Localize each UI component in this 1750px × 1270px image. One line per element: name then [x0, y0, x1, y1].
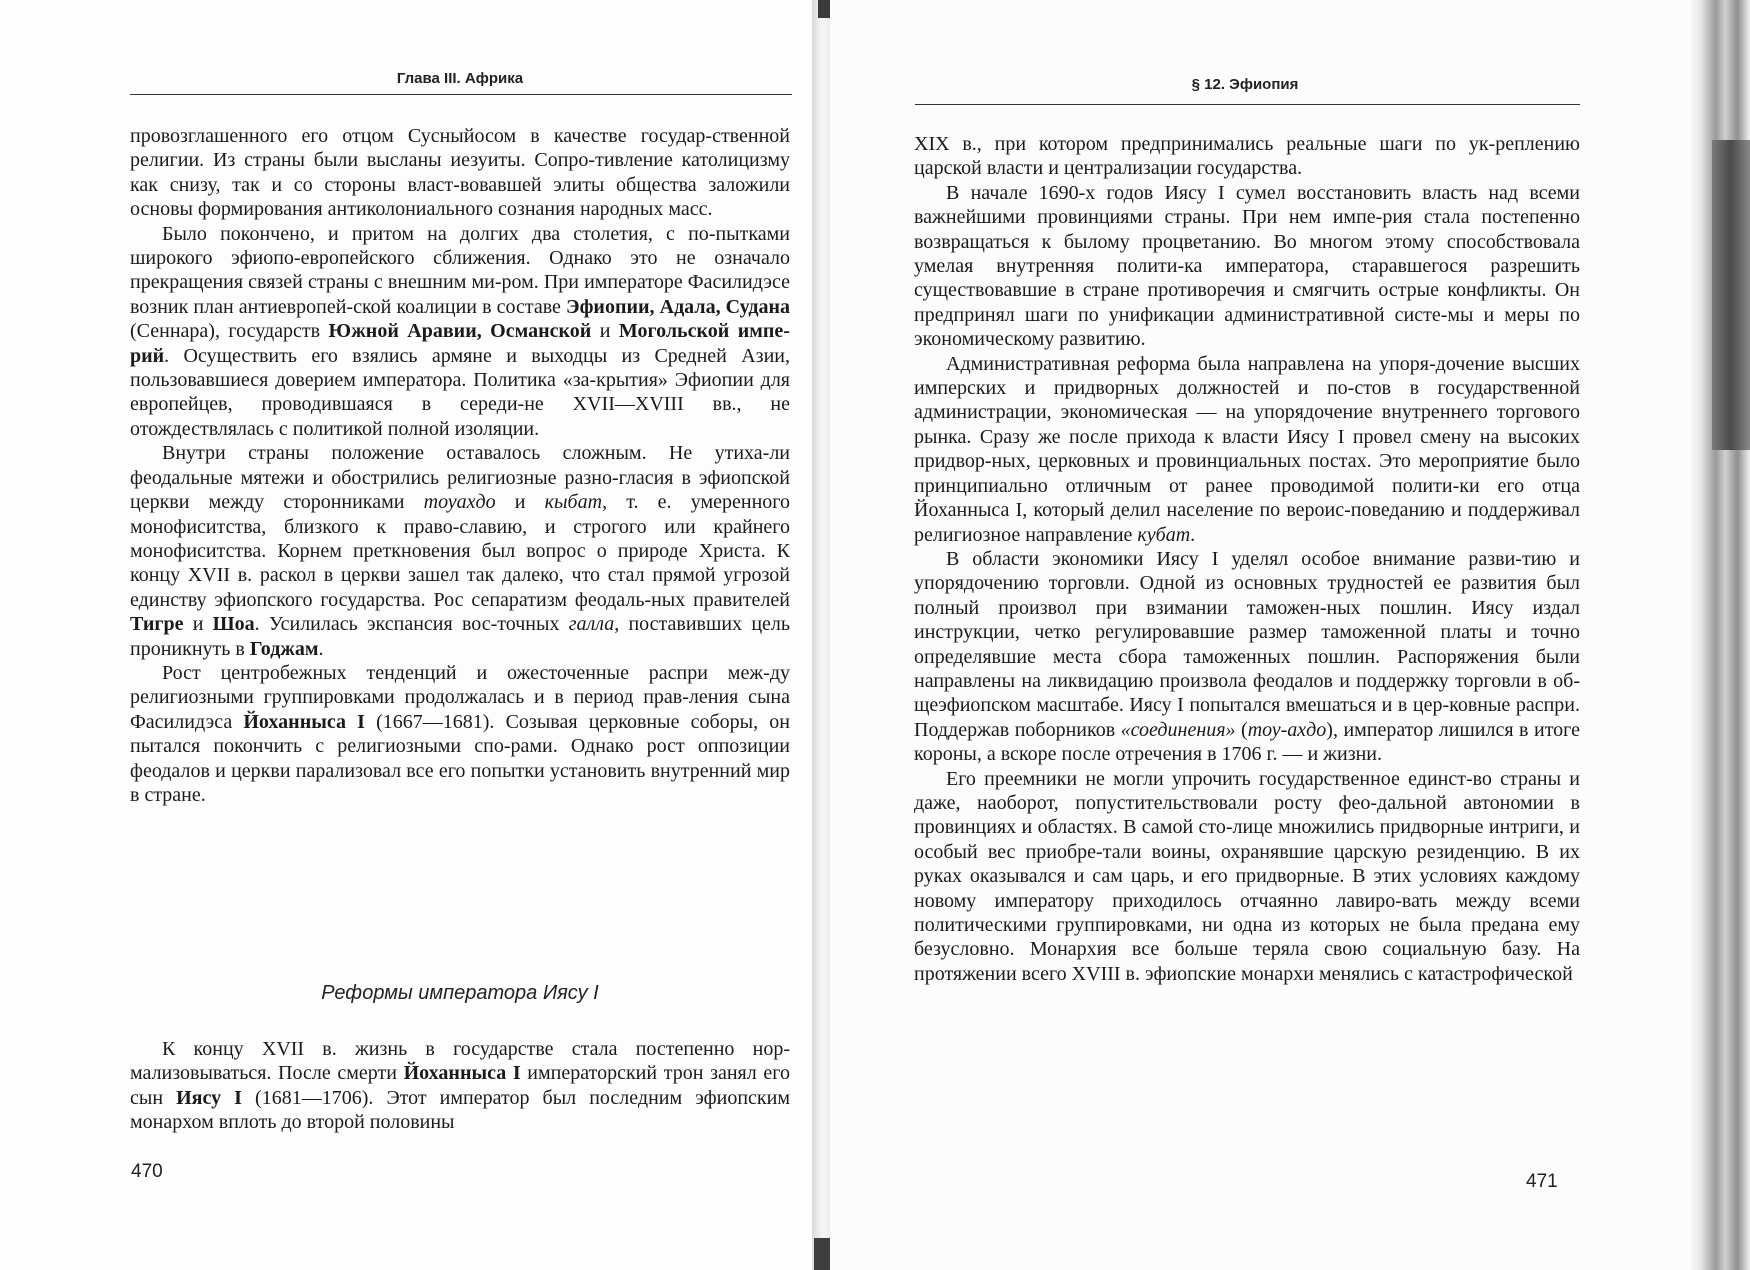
bold-term: Могольской импе-рий — [130, 320, 790, 367]
paragraph — [914, 547, 1580, 767]
text-run: и — [495, 491, 545, 514]
right-page — [830, 0, 1750, 1270]
right-body-text — [914, 132, 1580, 986]
bold-term: Йоханныса I — [243, 710, 365, 733]
text-run: . Усилилась экспансия вос-точных — [254, 613, 569, 636]
text-run: (1667—1681). Созывая церковные соборы, он пытался покончить с религиозными спо-рами. Однако рост оппозиции феодалов и церкви парализовал все его попытки установить внутренний мир в стране. — [130, 710, 790, 806]
text-run: XIX в., при котором предпринимались реальные шаги по ук-реплению царской власти и централизации государства. — [914, 133, 1580, 180]
text-run: Рост центробежных тенденций и ожесточенные распри меж-ду религиозными группировками продолжалась и в период прав-ления сына Фасилидэса — [130, 661, 790, 733]
paragraph — [914, 767, 1580, 987]
header-rule-left — [130, 94, 792, 95]
paragraph — [914, 352, 1580, 547]
text-run: . Осуществить его взялись армяне и выходцы из Средней Азии, пользовавшиеся доверием императора. Политика «за-крытия» Эфиопии для европейцев, проводившаяся в середи-не XVII—XVIII вв., не отождествлялась с политикой полной изоляции. — [130, 344, 790, 440]
left-page — [0, 0, 810, 1270]
text-run: В начале 1690-х годов Иясу I сумел восстановить власть над всеми важнейшими провинциями страны. При нем импе-рия стала постепенно возвращаться к былому процветанию. Во многом этому способствовала умелая внутренняя полити-ка императора, старавшегося разрешить существовавшие в стране противоречия и смягчить острые конфликты. Он предпринял шаги по унификации административной систе-мы и меры по экономическому развитию. — [914, 181, 1580, 351]
paragraph — [130, 1037, 790, 1135]
text-run: В области экономики Иясу I уделял особое внимание разви-тию и упорядочению торговли. Одной из основных трудностей ее развития был полный произвол при взимании таможен-ных пошлин. Иясу издал инструкции, четко регулировавшие размер таможенной платы и точно определявшие места сбора таможенных пошлин. Распоряжения были направлены на ликвидацию произвола феодалов и поддержку торговли в об-щеэфиопском масштабе. Иясу I попытался вмешаться и в цер-ковные распри. Поддержав поборников — [914, 547, 1580, 741]
running-head-left: Глава III. Африка — [396, 70, 524, 87]
text-run: провозглашенного его отцом Сусныйосом в качестве государ-ственной религии. Из страны были высланы иезуиты. Сопро-тивление католицизму как снизу, так и со стороны власт-вовавшей элиты общества заложили основы формирования антиколониального сознания народных масс. — [130, 125, 790, 221]
italic-term: галла — [568, 613, 615, 636]
bold-term: Шоа — [212, 613, 255, 636]
text-run: императорский трон занял его сын — [130, 1062, 790, 1109]
running-head-right: § 12. Эфиопия — [1191, 76, 1299, 93]
text-run: (Сеннара), государств — [130, 320, 329, 343]
paragraph — [914, 181, 1580, 352]
bold-term: Южной Аравии, Османской — [328, 320, 592, 343]
text-run: ), император лишился в итоге короны, а вскоре после отречения в 1706 г. — и жизни. — [914, 718, 1580, 766]
italic-term: тоуахдо — [423, 491, 496, 514]
page-number-right: 471 — [1526, 1171, 1558, 1192]
text-run: (1681—1706). Этот император был последним эфиопским монархом вплоть до второй половины — [130, 1086, 790, 1134]
text-run: Административная реформа была направлена на упоря-дочение высших имперских и придворных должностей и по-стов в государственной администрации, экономическая — на упорядочение внутреннего торгового рынка. Сразу же после прихода к власти Иясу I провел смену на высоких придвор-ных, церковных и провинциальных постах. Это мероприятие было принципиально отличным от ранее проводимой полити-ки его отца Йоханныса I, который делил население по вероис-поведанию и поддерживал религиозное направление — [914, 352, 1580, 546]
bold-term: Годжам — [249, 637, 319, 660]
text-run: . — [318, 637, 324, 660]
text-run: , поставивших цель проникнуть в — [130, 613, 790, 660]
paragraph — [130, 441, 790, 661]
page-number-left: 470 — [131, 1161, 163, 1182]
paragraph — [130, 661, 790, 807]
text-run: Его преемники не могли упрочить государственное единст-во страны и даже, наоборот, попустительствовали росту фео-дальной автономии в провинциях и областях. В самой сто-лице множились придворные интриги, и особый вес приобре-тали воины, охранявшие царскую резиденцию. В их руках оказывался и сам царь, и его придворные. В этих условиях каждому новому императору приходилось отчаянно лавиро-вать между всеми политическими группировками, ни одна из которых не была предана ему безусловно. Монархия все больше теряла свою социальную базу. На протяжении всего XVIII в. эфиопские монархи менялись с катастрофической — [914, 767, 1580, 985]
italic-term: тоу-ахдо — [1247, 718, 1327, 741]
left-body-text-bottom — [130, 1037, 790, 1135]
italic-term: кубат — [1137, 523, 1191, 546]
text-run: ( — [1235, 718, 1248, 741]
text-run: и — [591, 320, 619, 343]
text-run: Было покончено, и притом на долгих два столетия, с по-пытками широкого эфиопо-европейского сближения. Однако это не означало прекращения связей страны с внешним ми-ром. При императоре Фасилидэсе возник план антиевропей-ской коалиции в составе — [130, 222, 790, 318]
left-body-text-top — [130, 124, 790, 807]
header-rule-right — [915, 104, 1580, 105]
bold-term: Йоханныса I — [403, 1062, 521, 1085]
paragraph — [914, 132, 1580, 181]
italic-term: кыбат — [544, 491, 603, 514]
text-run: и — [183, 613, 213, 636]
text-run: Внутри страны положение оставалось сложным. Не утиха-ли феодальные мятежи и обострились религиозные разно-гласия в эфиопской церкви между сторонниками — [130, 442, 790, 514]
bold-term: Тигре — [130, 613, 184, 636]
text-run: . — [1190, 523, 1196, 546]
page-edge-dark-band — [1712, 140, 1750, 450]
bold-term: Иясу I — [176, 1086, 242, 1109]
paragraph — [130, 222, 790, 442]
text-run: К концу XVII в. жизнь в государстве стала постепенно нор-мализовываться. После смерти — [130, 1038, 790, 1085]
text-run: , т. е. умеренного монофиситства, близкого к право-славию, и строгого или крайнего монофиситства. Корнем преткновения был вопрос о природе Христа. К концу XVII в. раскол в церкви зашел так далеко, что стал прямой угрозой единству эфиопского государства. Рос сепаратизм феодаль-ных правителей — [130, 491, 790, 611]
paragraph — [130, 124, 790, 222]
italic-term: «соединения» — [1120, 718, 1236, 741]
bold-term: Эфиопии, Адала, Судана — [566, 295, 790, 318]
section-subheading: Реформы императора Иясу I — [321, 982, 599, 1004]
